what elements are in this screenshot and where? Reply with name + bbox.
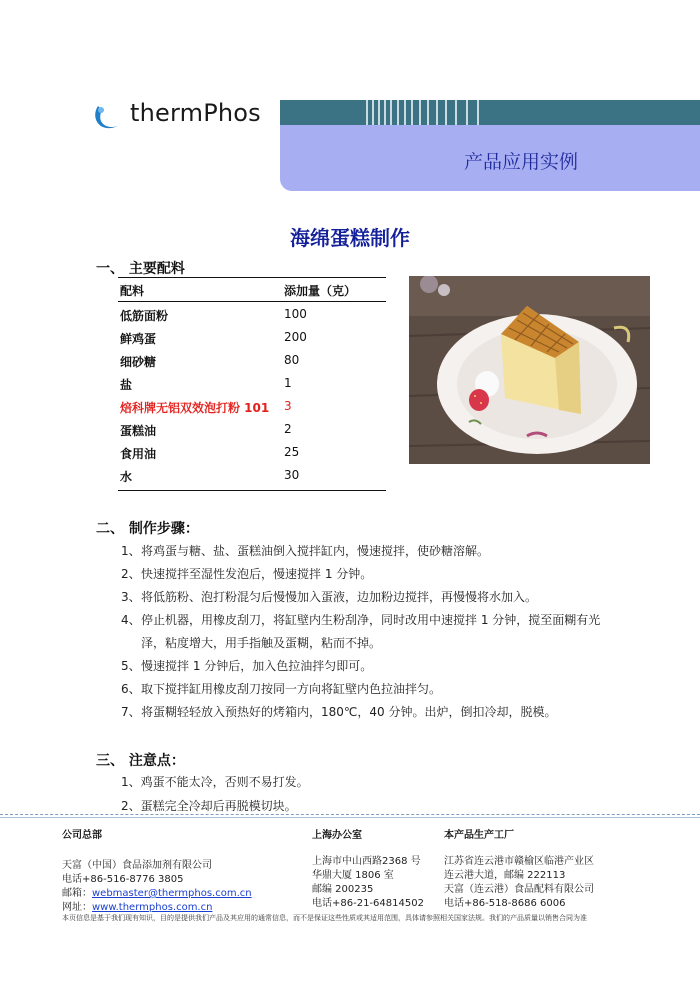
- table-cell-qty: 200: [284, 330, 307, 344]
- step-item: 2、快速搅拌至湿性发泡后，慢速搅拌 1 分钟。: [121, 567, 373, 581]
- logo-text: thermPhos: [130, 99, 261, 127]
- sponge-cake-photo: [409, 276, 650, 464]
- table-cell-qty: 2: [284, 422, 292, 436]
- banner-title: 产品应用实例: [463, 151, 578, 173]
- footer-disclaimer: 本页信息是基于我们现有知识，目的是提供我们产品及其应用的通常信息，而不是保证这些性质或其适用范围，具体请参照相关国家法规。我们的产品质量以销售合同为准: [62, 914, 587, 922]
- ingredients-heading: 一、 主要配料: [96, 261, 185, 277]
- table-cell-name: 盐: [120, 378, 133, 392]
- notes-heading: 三、 注意点：: [96, 753, 185, 769]
- table-cell-name: 蛋糕油: [120, 424, 157, 438]
- steps-heading: 二、 制作步骤：: [96, 521, 199, 537]
- step-item: 4、停止机器，用橡皮刮刀，将缸壁内生粉刮净，同时改用中速搅拌 1 分钟，搅至面糊有光: [121, 613, 601, 627]
- footer-hq-email-row: 邮箱：webmaster@thermphos.com.cn: [62, 888, 252, 899]
- footer-factory-line: 连云港大道，邮编 222113: [444, 870, 566, 881]
- table-header-ingredient: 配料: [120, 284, 145, 298]
- company-logo: [92, 97, 282, 137]
- table-cell-qty: 100: [284, 307, 307, 321]
- table-cell-qty: 25: [284, 445, 300, 459]
- footer-shanghai-heading: 上海办公室: [312, 830, 362, 841]
- footer-factory-line: 电话+86-518-8686 6006: [444, 898, 566, 909]
- footer-hq-phone: 电话+86-516-8776 3805: [62, 874, 184, 885]
- step-item-continued: 泽，粘度增大，用手指触及蛋糊，粘而不掉。: [141, 636, 382, 650]
- step-item: 3、将低筋粉、泡打粉混匀后慢慢加入蛋液，边加粉边搅拌，再慢慢将水加入。: [121, 590, 538, 604]
- table-cell-name: 食用油: [120, 447, 157, 461]
- step-item: 7、将蛋糊轻轻放入预热好的烤箱内，180℃，40 分钟。出炉，倒扣冷却，脱模。: [121, 705, 557, 719]
- table-cell-name: 低筋面粉: [120, 309, 169, 323]
- footer-factory-line: 天富（连云港）食品配料有限公司: [444, 884, 594, 895]
- website-link[interactable]: www.thermphos.com.cn: [92, 902, 213, 913]
- footer-factory-line: 江苏省连云港市赣榆区临港产业区: [444, 856, 594, 867]
- table-cell-qty-highlight: 3: [284, 399, 292, 413]
- note-item: 2、蛋糕完全冷却后再脱模切块。: [121, 799, 297, 813]
- footer-shanghai-line: 邮编 200235: [312, 884, 374, 895]
- footer-factory-heading: 本产品生产工厂: [444, 830, 514, 841]
- footer-shanghai-line: 上海市中山西路2368 号: [312, 856, 421, 867]
- footer-hq-company: 天富（中国）食品添加剂有限公司: [62, 860, 212, 871]
- footer-divider: [0, 814, 700, 815]
- table-cell-qty: 1: [284, 376, 292, 390]
- logo-swoosh-icon: [92, 100, 124, 134]
- header-banner: [280, 125, 700, 191]
- table-cell-name: 细砂糖: [120, 355, 157, 369]
- document-title: 海绵蛋糕制作: [290, 226, 410, 250]
- header-stripe-bar: [280, 100, 700, 125]
- footer-shanghai-line: 华鼎大厦 1806 室: [312, 870, 394, 881]
- table-cell-name: 水: [120, 470, 133, 484]
- step-item: 6、取下搅拌缸用橡皮刮刀按同一方向将缸壁内色拉油拌匀。: [121, 682, 442, 696]
- footer-shanghai-line: 电话+86-21-64814502: [312, 898, 424, 909]
- table-cell-qty: 80: [284, 353, 300, 367]
- step-item: 5、慢速搅拌 1 分钟后，加入色拉油拌匀即可。: [121, 659, 373, 673]
- table-header-amount: 添加量（克）: [284, 284, 357, 298]
- email-link[interactable]: webmaster@thermphos.com.cn: [92, 888, 252, 899]
- footer-divider: [0, 817, 700, 818]
- step-item: 1、将鸡蛋与糖、盐、蛋糕油倒入搅拌缸内，慢速搅拌，使砂糖溶解。: [121, 544, 490, 558]
- table-cell-name-highlight: 焙科牌无铝双效泡打粉 101: [120, 401, 270, 415]
- footer-hq-heading: 公司总部: [62, 830, 102, 841]
- table-cell-name: 鲜鸡蛋: [120, 332, 157, 346]
- table-cell-qty: 30: [284, 468, 300, 482]
- note-item: 1、鸡蛋不能太冷，否则不易打发。: [121, 775, 309, 789]
- footer-hq-web-row: 网址：www.thermphos.com.cn: [62, 902, 213, 913]
